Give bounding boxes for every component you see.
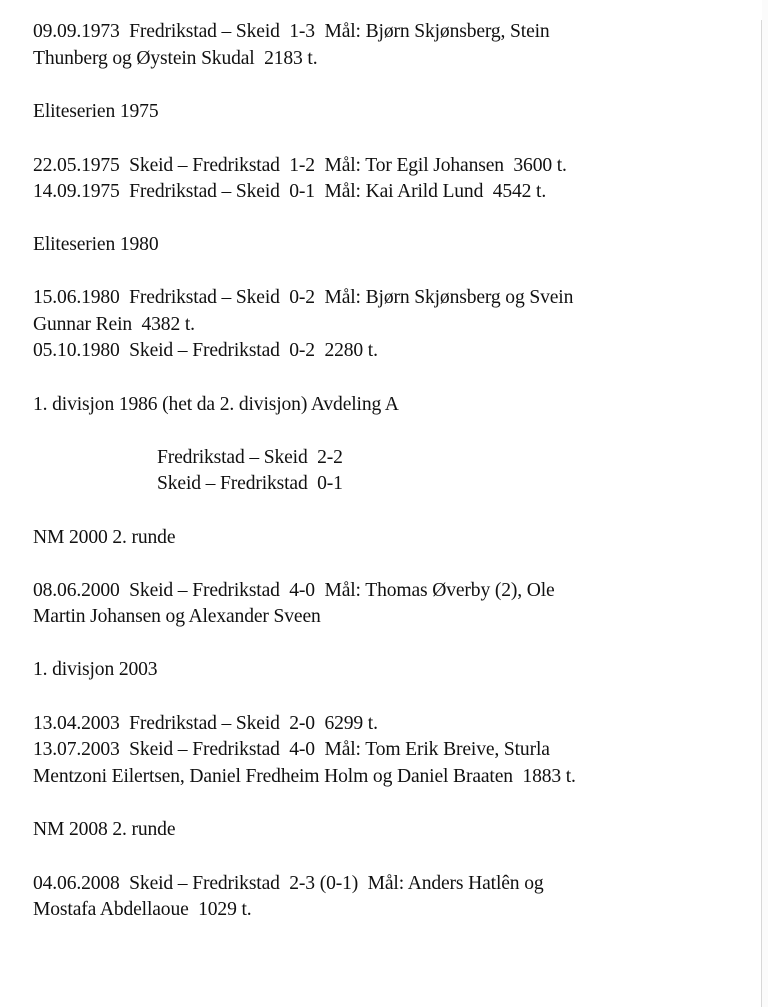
text-line: NM 2008 2. runde: [33, 819, 176, 840]
text-line: Eliteserien 1980: [33, 234, 159, 255]
text-line: NM 2000 2. runde: [33, 527, 176, 548]
text-line: Skeid – Fredrikstad 0-1: [157, 473, 343, 494]
text-line: 1. divisjon 2003: [33, 659, 158, 680]
text-line: 04.06.2008 Skeid – Fredrikstad 2-3 (0-1) Mål: Anders Hatlên og: [33, 873, 544, 894]
text-line: Mostafa Abdellaoue 1029 t.: [33, 899, 252, 920]
text-line: 15.06.1980 Fredrikstad – Skeid 0-2 Mål: Bjørn Skjønsberg og Svein: [33, 287, 574, 308]
text-line: Mentzoni Eilertsen, Daniel Fredheim Holm og Daniel Braaten 1883 t.: [33, 766, 576, 787]
page-edge-divider: [761, 20, 762, 1007]
text-line: 08.06.2000 Skeid – Fredrikstad 4-0 Mål: Thomas Øverby (2), Ole: [33, 580, 555, 601]
text-line: Thunberg og Øystein Skudal 2183 t.: [33, 48, 318, 69]
text-line: 09.09.1973 Fredrikstad – Skeid 1-3 Mål: Bjørn Skjønsberg, Stein: [33, 21, 550, 42]
text-line: Fredrikstad – Skeid 2-2: [157, 447, 343, 468]
text-line: Martin Johansen og Alexander Sveen: [33, 606, 321, 627]
text-line: Gunnar Rein 4382 t.: [33, 314, 195, 335]
text-line: 13.07.2003 Skeid – Fredrikstad 4-0 Mål: Tom Erik Breive, Sturla: [33, 739, 550, 760]
text-line: 05.10.1980 Skeid – Fredrikstad 0-2 2280 t.: [33, 340, 378, 361]
text-line: 14.09.1975 Fredrikstad – Skeid 0-1 Mål: Kai Arild Lund 4542 t.: [33, 181, 547, 202]
page-margin: [762, 0, 768, 1007]
text-line: Eliteserien 1975: [33, 101, 159, 122]
text-line: 1. divisjon 1986 (het da 2. divisjon) Avdeling A: [33, 394, 399, 415]
text-line: 22.05.1975 Skeid – Fredrikstad 1-2 Mål: Tor Egil Johansen 3600 t.: [33, 155, 567, 176]
text-line: 13.04.2003 Fredrikstad – Skeid 2-0 6299 t.: [33, 713, 378, 734]
